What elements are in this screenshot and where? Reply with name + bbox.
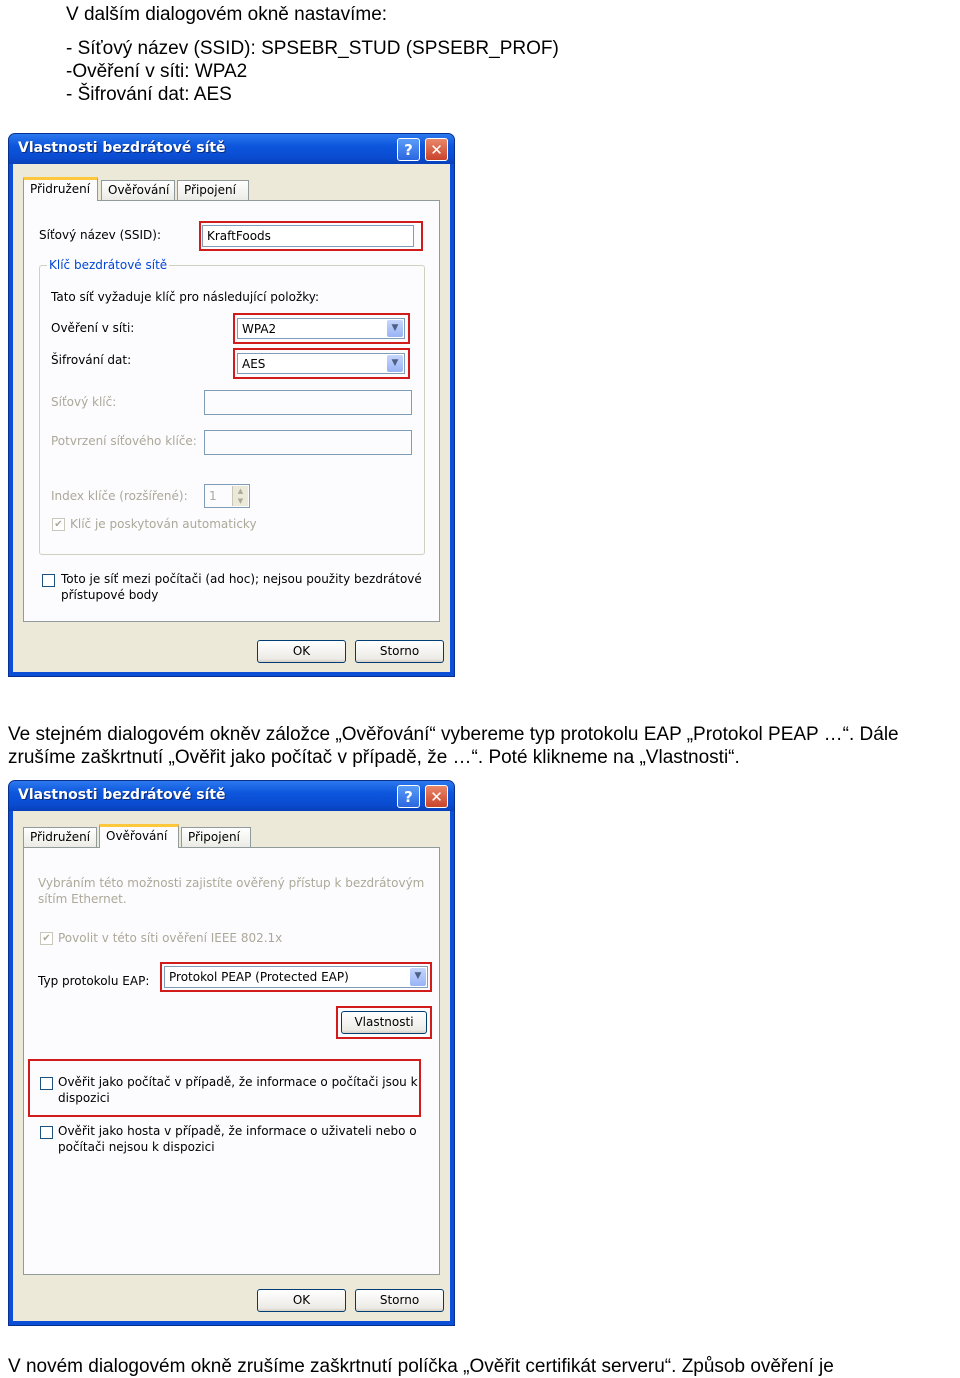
dialog-client: [13, 811, 450, 1321]
auto-key-label: Klíč je poskytován automaticky: [70, 517, 257, 531]
network-key-input[interactable]: [204, 390, 412, 415]
authenticate-as-computer-highlight: [28, 1059, 421, 1117]
ssid-value: KraftFoods: [207, 229, 271, 243]
wireless-properties-dialog-authentication: [8, 780, 455, 1326]
close-button[interactable]: ✕: [425, 138, 448, 161]
chevron-down-icon[interactable]: ▼: [387, 355, 403, 372]
wireless-properties-dialog-association: [8, 133, 455, 677]
properties-button[interactable]: Vlastnosti: [341, 1011, 427, 1034]
tab-panel-association: [23, 200, 440, 622]
title-bar: [9, 781, 454, 811]
auth-value: WPA2: [242, 322, 277, 336]
intro-ssid-line: - Síťový název (SSID): SPSEBR_STUD (SPSEBR_PROF): [66, 38, 559, 59]
cancel-button[interactable]: Storno: [355, 640, 444, 663]
tab-authentication[interactable]: Ověřování: [99, 824, 179, 848]
properties-highlight: [336, 1006, 432, 1039]
wireless-key-group-title: Klíč bezdrátové sítě: [49, 258, 168, 272]
intro-heading: V dalším dialogovém okně nastavíme:: [66, 4, 388, 25]
authenticate-as-computer-line1: Ověřit jako počítač v případě, že informace o počítači jsou k: [58, 1075, 418, 1089]
intro-auth-line: -Ověření v síti: WPA2: [66, 61, 248, 82]
key-index-value: 1: [209, 489, 217, 503]
ieee-8021x-checkbox[interactable]: ✔: [40, 932, 53, 945]
eap-type-label: Typ protokolu EAP:: [38, 974, 150, 988]
confirm-key-input[interactable]: [204, 430, 412, 455]
auth-label: Ověření v síti:: [51, 321, 135, 335]
enc-highlight: [233, 348, 410, 379]
auth-highlight: [233, 313, 410, 344]
tab-connection[interactable]: Připojení: [177, 180, 249, 200]
adhoc-label-line2: přístupové body: [61, 588, 159, 602]
key-index-stepper[interactable]: [204, 484, 250, 508]
ieee-8021x-label: Povolit v této síti ověření IEEE 802.1x: [58, 931, 283, 945]
help-button[interactable]: ?: [397, 138, 420, 161]
key-required-text: Tato síť vyžaduje klíč pro následující položky:: [51, 290, 320, 304]
dialog-title: Vlastnosti bezdrátové sítě: [18, 787, 226, 803]
help-button[interactable]: ?: [397, 785, 420, 808]
enc-value: AES: [242, 357, 266, 371]
tab-connection[interactable]: Připojení: [181, 827, 251, 847]
eap-type-value: Protokol PEAP (Protected EAP): [169, 970, 349, 984]
authenticate-as-guest-line2: počítači nejsou k dispozici: [58, 1140, 215, 1154]
dialog-title: Vlastnosti bezdrátové sítě: [18, 140, 226, 156]
spin-arrows-icon[interactable]: ▲ ▼: [232, 486, 248, 506]
adhoc-label-line1: Toto je síť mezi počítači (ad hoc); nejsou použity bezdrátové: [61, 572, 422, 586]
tab-panel-authentication: [23, 847, 440, 1275]
ok-button[interactable]: OK: [257, 640, 346, 663]
key-index-label: Index klíče (rozšířené):: [51, 489, 188, 503]
ssid-label: Síťový název (SSID):: [39, 228, 161, 242]
authenticate-as-computer-line2: dispozici: [58, 1091, 110, 1105]
adhoc-checkbox[interactable]: [42, 574, 55, 587]
auth-desc-line1: Vybráním této možnosti zajistíte ověřený přístup k bezdrátovým: [38, 876, 425, 890]
close-button[interactable]: ✕: [425, 785, 448, 808]
dialog-client: [13, 164, 450, 672]
auth-desc-line2: sítím Ethernet.: [38, 892, 127, 906]
tab-association[interactable]: Přidružení: [23, 827, 97, 847]
bottom-paragraph-line1: V novém dialogovém okně zrušíme zaškrtnutí políčka „Ověřit certifikát serveru“. Způsob ověření je: [8, 1356, 834, 1377]
network-key-label: Síťový klíč:: [51, 395, 117, 409]
tab-association[interactable]: Přidružení: [23, 177, 98, 201]
auto-key-checkbox[interactable]: ✔: [52, 518, 65, 531]
chevron-down-icon[interactable]: ▼: [410, 968, 426, 986]
middle-paragraph-line2: zrušíme zaškrtnutí „Ověřit jako počítač v případě, že …“. Poté klikneme na „Vlastnosti“.: [8, 747, 740, 768]
intro-enc-line: - Šifrování dat: AES: [66, 84, 232, 105]
ok-button[interactable]: OK: [257, 1289, 346, 1312]
ssid-highlight: [199, 221, 423, 251]
title-bar: [9, 134, 454, 164]
confirm-key-label: Potvrzení síťového klíče:: [51, 434, 197, 448]
chevron-down-icon[interactable]: ▼: [387, 320, 403, 337]
enc-label: Šifrování dat:: [51, 353, 132, 367]
authenticate-as-guest-checkbox[interactable]: [40, 1126, 53, 1139]
authenticate-as-guest-line1: Ověřit jako hosta v případě, že informace o uživateli nebo o: [58, 1124, 417, 1138]
middle-paragraph-line1: Ve stejném dialogovém okněv záložce „Ověřování“ vybereme typ protokolu EAP „Protokol PEAP …“. Dále: [8, 724, 899, 745]
tab-authentication[interactable]: Ověřování: [101, 180, 175, 200]
cancel-button[interactable]: Storno: [355, 1289, 444, 1312]
eap-type-highlight: [160, 962, 432, 992]
wireless-key-group: [39, 258, 425, 555]
